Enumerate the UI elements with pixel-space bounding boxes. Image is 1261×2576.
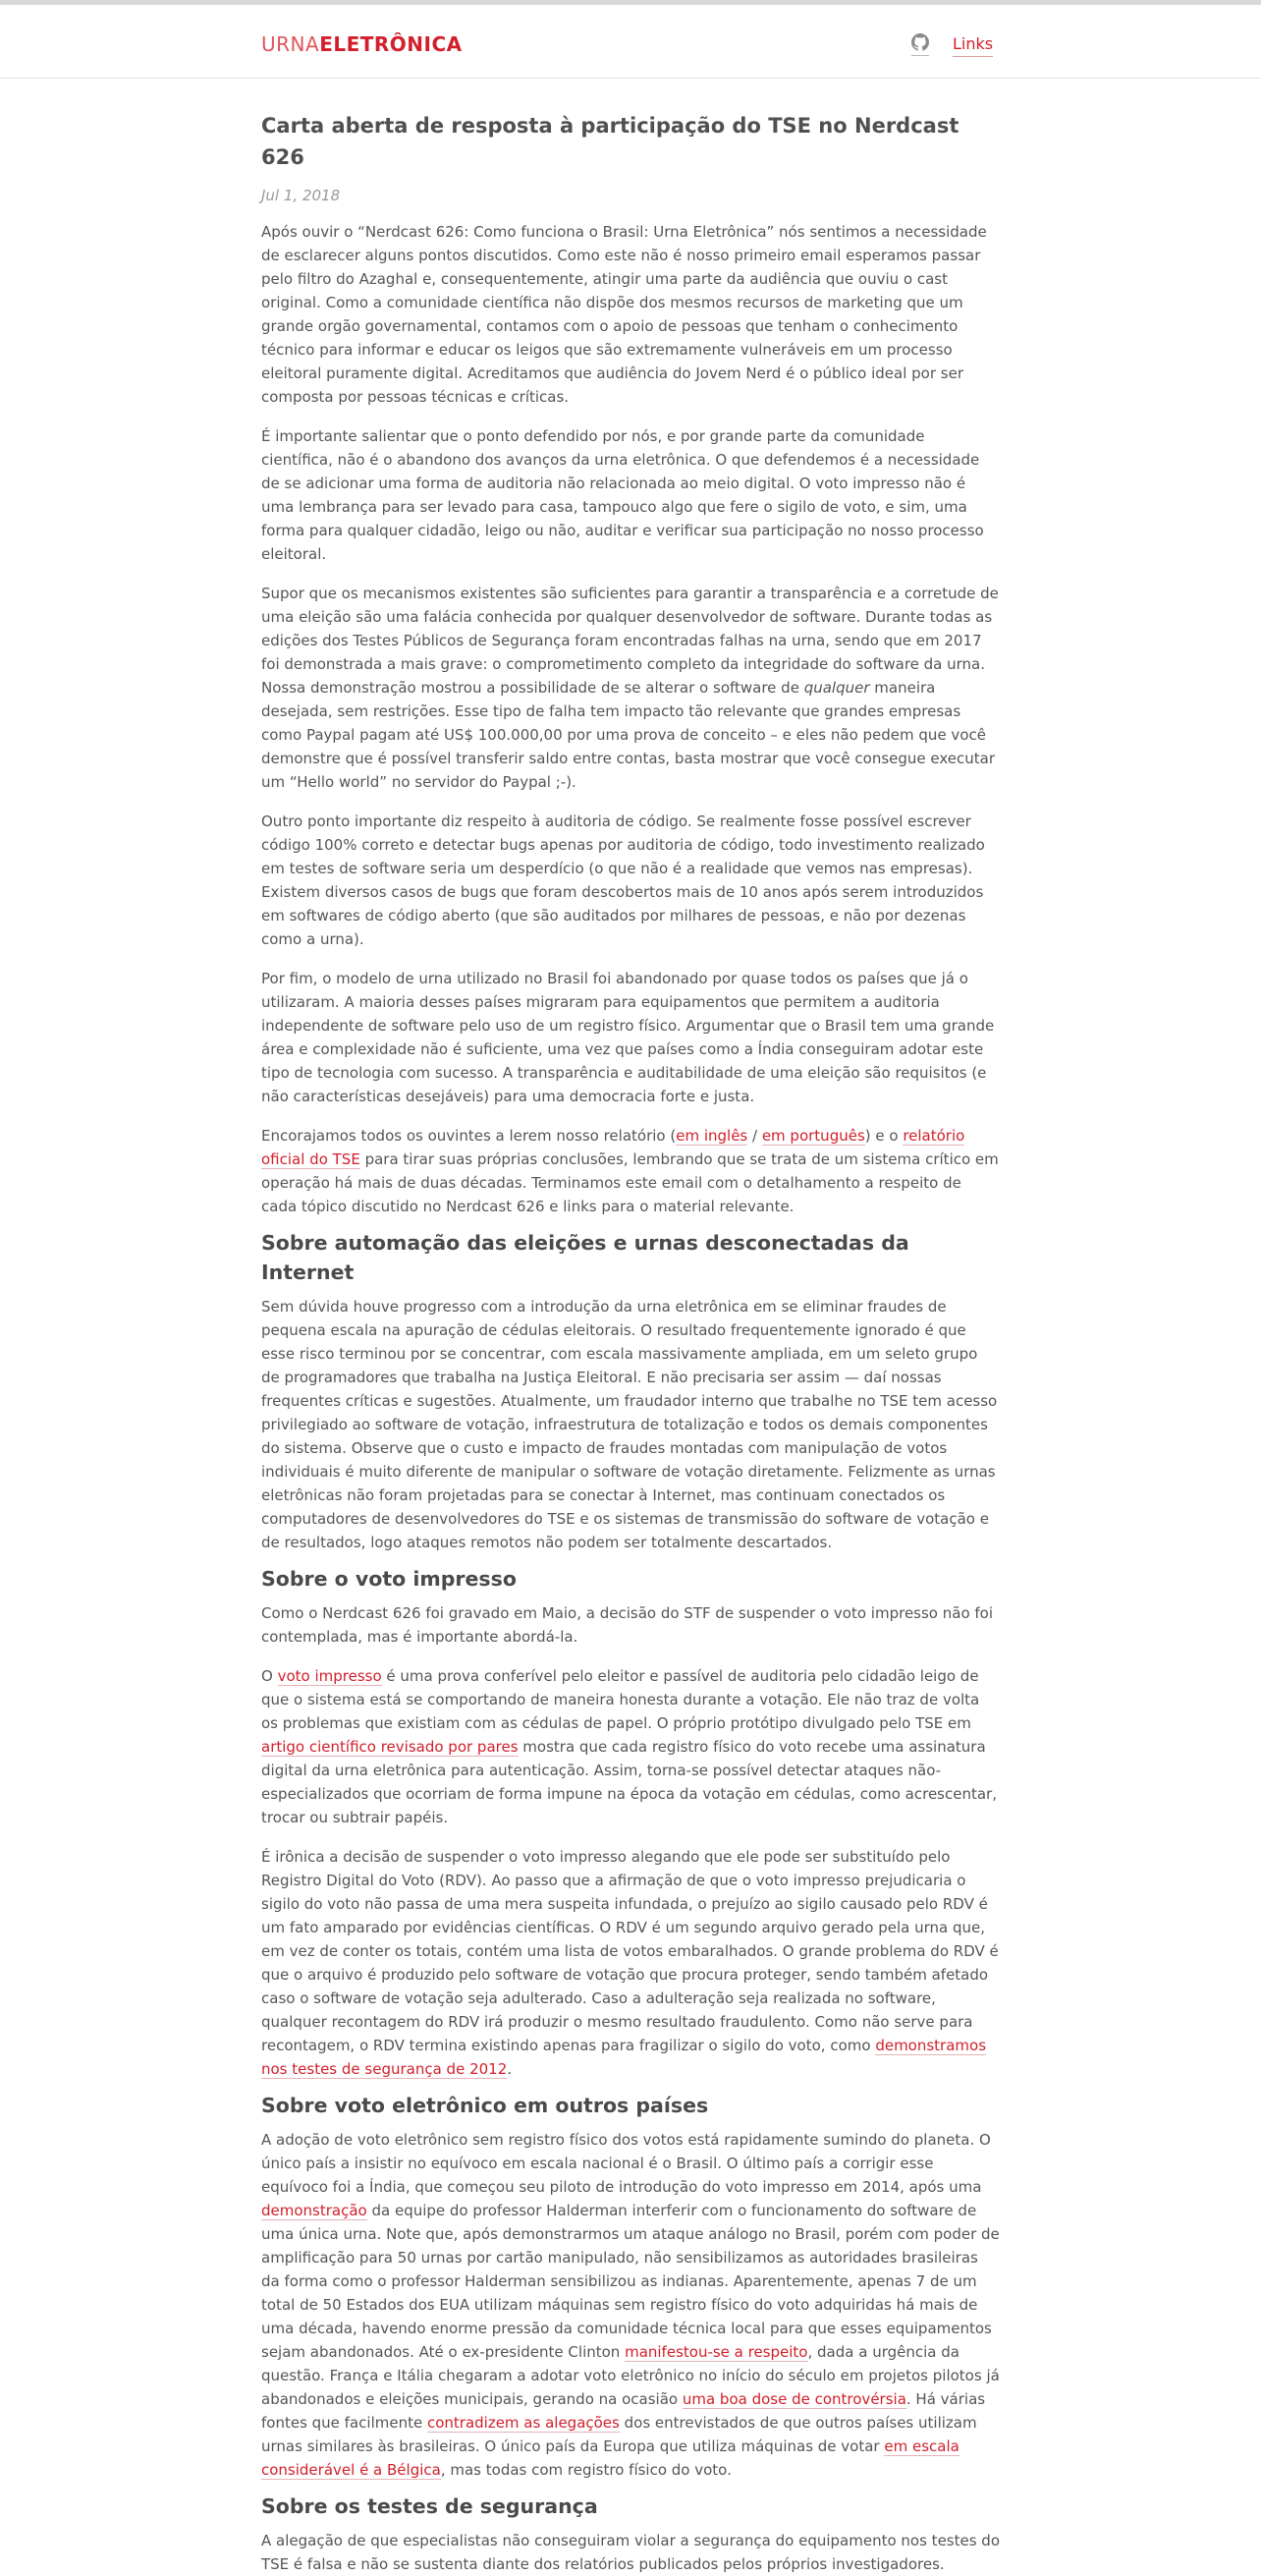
text-span: . Há várias fontes que facilmente <box>261 2390 986 2432</box>
text-span: É irônica a decisão de suspender o voto impresso alegando que ele pode ser substituído pelo Registro Digital do Voto (RDV). Ao passo que a afirmação de que o voto impresso prejudicaria o sigilo do voto não passa de uma mera suspeita infundada, o prejuízo ao sigilo causado pelo RDV é um fato amparado por evidências científicas. O RDV é um segundo arquivo gerado pela urna que, em vez de conter os totais, contém uma lista de votos embaralhados. O grande problema do RDV é que o arquivo é produzido pelo software de votação que procura proteger, sendo também afetado caso o software de votação seja adulterado. Caso a adulteração seja realizada no software, qualquer recontagem do RDV irá produzir o mesmo resultado fraudulento. Como não serve para recontagem, o RDV termina existindo apenas para fragilizar o sigilo do voto, como <box>261 1848 999 2054</box>
link-relatorio-ingles[interactable]: em inglês <box>676 1127 748 1145</box>
link-clinton[interactable]: manifestou-se a respeito <box>625 2343 808 2361</box>
paragraph-prova-conferivel <box>261 1664 1000 1829</box>
links-nav-link[interactable]: Links <box>953 34 993 57</box>
link-voto-impresso[interactable]: voto impresso <box>277 1667 382 1685</box>
paragraph-relatorio <box>261 1124 1000 1218</box>
heading-automacao: Sobre automação das eleições e urnas desconectadas da Internet <box>261 1231 909 1284</box>
link-demonstracao[interactable]: demonstração <box>261 2202 367 2219</box>
masthead <box>0 5 1261 79</box>
post-container <box>261 110 1000 2576</box>
paragraph-automacao: Sem dúvida houve progresso com a introdução da urna eletrônica em se eliminar fraudes de pequena escala na apuração de cédulas eleitorais. O resultado frequentemente ignorado é que esse risco terminou por se concentrar, com escala massivamente ampliada, em um seleto grupo de programadores que trabalha na Justiça Eleitoral. E não precisaria ser assim — daí nossas frequentes críticas e sugestões. Atualmente, um fraudador interno que trabalhe no TSE tem acesso privilegiado ao software de votação, infraestrutura de totalização e todos os demais componentes do sistema. Observe que o custo e impacto de fraudes montadas com manipulação de votos individuais é muito diferente de manipular o software de votação diretamente. Felizmente as urnas eletrônicas não foram projetadas para se conectar à Internet, mas continuam conectados os computadores de desenvolvedores do TSE e os sistemas de transmissão do software de votação e de resultados, logo ataques remotos não podem ser totalmente descartados. <box>261 1298 998 1551</box>
post-title: Carta aberta de resposta à participação do TSE no Nerdcast 626 <box>261 114 959 169</box>
text-span: / <box>747 1127 762 1145</box>
link-belgica[interactable]: em escala considerável é a Bélgica <box>261 2437 959 2479</box>
paragraph-rdv <box>261 1845 1000 2081</box>
text-span: , dada a urgência da questão. França e Itália chegaram a adotar voto eletrônico no início do século em projetos pilotos já abandonados e eleições municipais, gerando na ocasião <box>261 2343 1000 2408</box>
heading-voto-impresso: Sobre o voto impresso <box>261 1567 517 1591</box>
github-icon-svg <box>911 33 929 51</box>
paragraph-auditoria-codigo: Outro ponto importante diz respeito à auditoria de código. Se realmente fosse possível escrever código 100% correto e detectar bugs apenas por auditoria de código, todo investimento realizado em testes de software seria um desperdício (o que não é a realidade que vemos nas empresas). Existem diversos casos de bugs que foram descobertos mais de 10 anos após serem introduzidos em softwares de código aberto (que são auditados por milhares de pessoas, e não por dezenas como a urna). <box>261 812 985 948</box>
link-artigo-cientifico[interactable]: artigo científico revisado por pares <box>261 1738 519 1756</box>
paragraph-auditoria: É importante salientar que o ponto defendido por nós, e por grande parte da comunidade científica, não é o abandono dos avanços da urna eletrônica. O que defendemos é a necessidade de se adicionar uma forma de auditoria não relacionada ao meio digital. O voto impresso não é uma lembrança para ser levado para casa, tampouco algo que fere o sigilo de voto, e sim, uma forma para qualquer cidadão, leigo ou não, auditar e verificar sua participação no nosso processo eleitoral. <box>261 427 984 563</box>
paragraph-outros-paises: Por fim, o modelo de urna utilizado no Brasil foi abandonado por quase todos os países que já o utilizaram. A maioria desses países migraram para equipamentos que permitem a auditoria independente de software pelo uso de um registro físico. Argumentar que o Brasil tem uma grande área e complexidade não é suficiente, uma vez que países como a Índia conseguiram adotar este tipo de tecnologia com sucesso. A transparência e auditabilidade de uma eleição são requisitos (e não características desejáveis) para uma democracia forte e justa. <box>261 970 995 1105</box>
text-span: A adoção de voto eletrônico sem registro físico dos votos está rapidamente sumindo do planeta. O único país a insistir no equívoco em escala nacional é o Brasil. O último país a corrigir esse equívoco foi a Índia, que começou seu piloto de introdução do voto impresso em 2014, após uma <box>261 2131 991 2196</box>
link-controversia[interactable]: uma boa dose de controvérsia <box>682 2390 906 2408</box>
text-span: dos entrevistados de que outros países utilizam urnas similares às brasileiras. O único país da Europa que utiliza máquinas de votar <box>261 2414 977 2455</box>
paragraph-falacia <box>261 582 1000 794</box>
link-testes-2012[interactable]: demonstramos nos testes de segurança de 2012 <box>261 2037 987 2078</box>
text-span: O <box>261 1667 278 1685</box>
text-span: mostra que cada registro físico do voto recebe uma assinatura digital da urna eletrônica para autenticação. Assim, torna-se possível detectar ataques não-especializados que ocorriam de forma impune na época da votação em cédulas, como acrescentar, trocar ou subtrair papéis. <box>261 1738 997 1826</box>
post-date: Jul 1, 2018 <box>261 187 341 204</box>
paragraph-intro: Após ouvir o “Nerdcast 626: Como funciona o Brasil: Urna Eletrônica” nós sentimos a necessidade de esclarecer alguns pontos discutidos. Como este não é nosso primeiro email esperamos passar pelo filtro do Azaghal e, consequentemente, atingir uma parte da audiência que ouviu o cast original. Como a comunidade científica não dispõe dos mesmos recursos de marketing que um grande orgão governamental, contamos com o apoio de pessoas que tenham o conhecimento técnico para informar e educar os leigos que são extremamente vulneráveis em um processo eleitoral puramente digital. Acreditamos que audiência do Jovem Nerd é o público ideal por ser composta por pessoas técnicas e críticas. <box>261 223 987 406</box>
heading-outros-paises: Sobre voto eletrônico em outros países <box>261 2094 709 2117</box>
emphasis-text: qualquer <box>803 679 870 697</box>
text-span: da equipe do professor Halderman interferir com o funcionamento do software de uma única urna. Note que, após demonstrarmos um ataque análogo no Brasil, porém com poder de amplificação para 50 urnas por cartão manipulado, não sensibilizamos as autoridades brasileiras da forma como o professor Halderman sensibilizou as indianas. Aparentemente, apenas 7 de um total de 50 Estados dos EUA utilizam máquinas sem registro físico do voto adquiridas há mais de uma década, havendo enorme pressão da comunidade técnica local para que esses equipamentos sejam abandonados. Até o ex-presidente Clinton <box>261 2202 1000 2361</box>
link-relatorio-tse[interactable]: relatório oficial do TSE <box>261 1127 965 1168</box>
brand-light-text: URNA <box>261 32 320 56</box>
brand-bold-text: ELETRÔNICA <box>319 32 463 56</box>
link-contradizem[interactable]: contradizem as alegações <box>426 2414 620 2432</box>
text-span: . <box>507 2060 513 2078</box>
paragraph-testes: A alegação de que especialistas não conseguiram violar a segurança do equipamento nos testes do TSE é falsa e não se sustenta diante dos relatórios publicados pelos próprios investigadores. <box>261 2532 1000 2573</box>
heading-testes-seguranca: Sobre os testes de segurança <box>261 2494 598 2518</box>
text-span: maneira desejada, sem restrições. Esse tipo de falha tem impacto tão relevante que grandes empresas como Paypal pagam até US$ 100.000,00 por uma prova de conceito – e eles não pedem que você demonstre que é possível transferir saldo entre contas, basta mostrar que você consegue executar um “Hello world” no servidor do Paypal ;-). <box>261 679 995 791</box>
paragraph-voto-outros-paises <box>261 2128 1000 2482</box>
text-span: para tirar suas próprias conclusões, lembrando que se trata de um sistema crítico em operação há mais de duas décadas. Terminamos este email com o detalhamento a respeito de cada tópico discutido no Nerdcast 626 e links para o material relevante. <box>261 1150 999 1215</box>
text-span: , mas todas com registro físico do voto. <box>440 2461 732 2479</box>
link-relatorio-portugues[interactable]: em português <box>761 1127 865 1145</box>
text-span: Encorajamos todos os ouvintes a lerem nosso relatório ( <box>261 1127 677 1145</box>
github-icon[interactable] <box>911 33 929 56</box>
site-brand-link[interactable] <box>261 32 463 56</box>
text-span: é uma prova conferível pelo eleitor e passível de auditoria pelo cidadão leigo de que o sistema está se comportando de maneira honesta durante a votação. Ele não traz de volta os problemas que existiam com as cédulas de papel. O próprio protótipo divulgado pelo TSE em <box>261 1667 980 1732</box>
paragraph-stf: Como o Nerdcast 626 foi gravado em Maio, a decisão do STF de suspender o voto impresso não foi contemplada, mas é importante abordá-la. <box>261 1604 994 1646</box>
text-span: ) e o <box>864 1127 904 1145</box>
text-span: Supor que os mecanismos existentes são suficientes para garantir a transparência e a corretude de uma eleição são uma falácia conhecida por qualquer desenvolvedor de software. Durante todas as edições dos Testes Públicos de Segurança foram encontradas falhas na urna, sendo que em 2017 foi demonstrada a mais grave: o comprometimento completo da integridade do software da urna. Nossa demonstração mostrou a possibilidade de se alterar o software de <box>261 585 999 697</box>
